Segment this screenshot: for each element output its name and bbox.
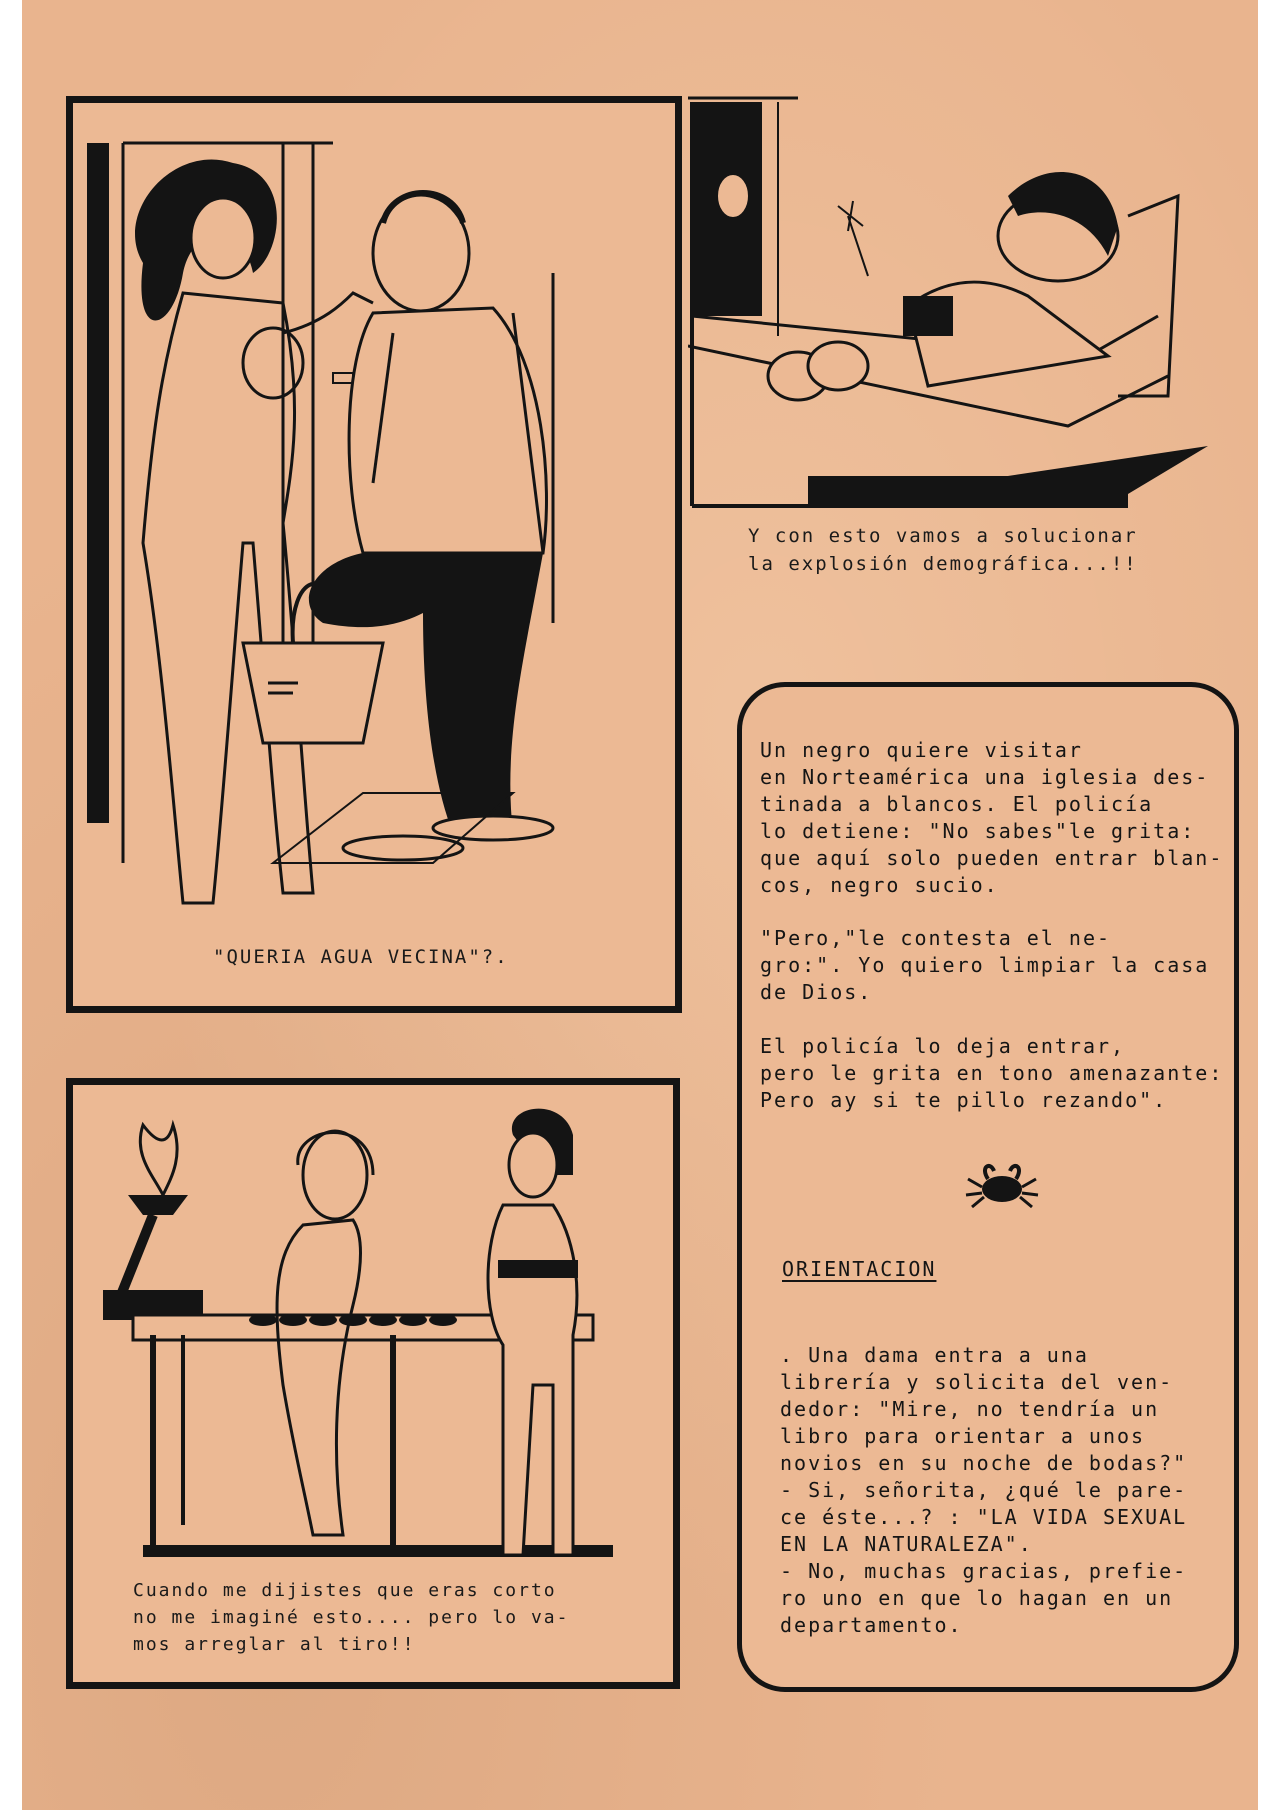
cartoon-caption: Y con esto vamos a solucionar la explosión demográfica...!! [748,525,1138,575]
joke-paragraph: . Una dama entra a una librería y solicita del ven- dedor: "Mire, no tendría un libro para orientar a unos novios en su noche de bodas?" - Si, señorita, ¿qué le pare- ce éste...? : "LA VIDA SEXUAL EN LA NATURALEZA". - No, muchas gracias, prefie- ro uno en que lo hagan en un departamento. [780,1343,1188,1637]
jokes-text-box [737,682,1239,1692]
cartoon-panel-rack [66,1078,680,1689]
cartoon-caption: Cuando me dijistes que eras corto no me imaginé esto.... pero lo va- mos arreglar al tiro!! [133,1580,570,1655]
magazine-page [22,0,1258,1810]
crab-icon [962,1157,1042,1217]
cartoon-caption: "QUERIA AGUA VECINA"?. [213,946,509,968]
neighbor-cartoon-illustration [73,103,675,1006]
bed-cartoon-illustration [688,96,1228,526]
cartoon-panel-neighbor [66,96,682,1013]
joke-paragraph: "Pero,"le contesta el ne- gro:". Yo quiero limpiar la casa de Dios. [760,926,1210,1004]
joke-paragraph: Un negro quiere visitar en Norteamérica una iglesia des- tinada a blancos. El policía lo detiene: "No sabes"le grita: que aquí solo pueden entrar blan- cos, negro sucio. [760,738,1224,897]
joke-paragraph: El policía lo deja entrar, pero le grita en tono amenazante: Pero ay si te pillo rezando". [760,1034,1224,1112]
section-heading: ORIENTACION [782,1257,937,1281]
